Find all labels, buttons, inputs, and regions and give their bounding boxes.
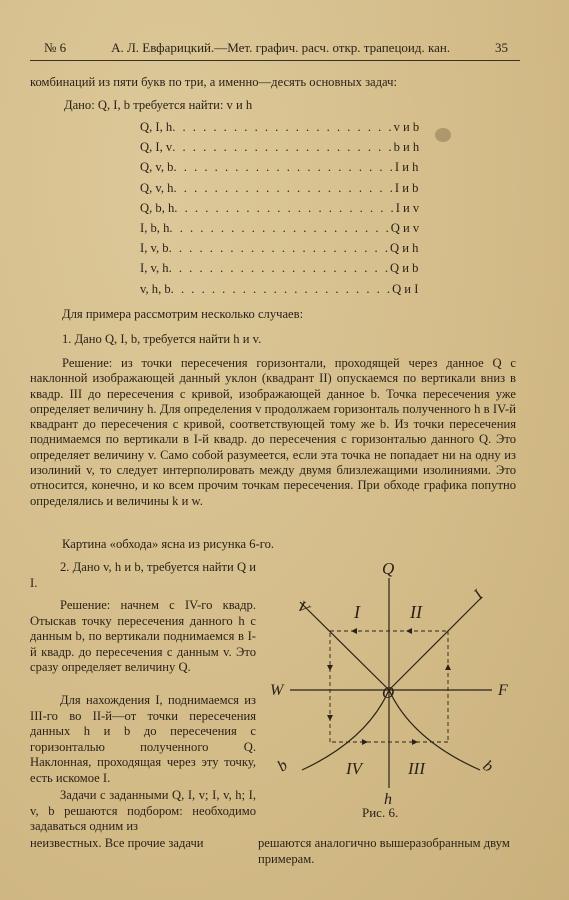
- task-find: v и b: [393, 120, 420, 134]
- dot-leader: . . . . . . . . . . . . . . . . . . . . . .: [173, 160, 395, 175]
- axis-label-left: W: [270, 682, 284, 699]
- task-row: [140, 238, 419, 258]
- solution-1-paragraph: Решение: из точки пересечения горизонтали, проходящей через данное Q с наклонной изображающей данный уклон (квадрант II) опускаемся по вертикали вниз в квадр. III до пересечения с кривой, изображающей данное b. Точка пересечения уже определяет величину h. Для определения v продолжаем горизонталь полученного h в IV-й квадрант до пересечения с кривой, соответствующей тому же b. Из точки пересечения поднимаемся по вертикали в I-й квадр. до пересечения с горизонталью данного Q. Это определяет величину v. Само собой разумеется, если эта точка не попадает ни на одну из изолиний v, то следует интерполировать между двумя близлежащими изолиниями. Это относится, конечно, и ко всем прочим точкам пересечения. При обходе графика попутно определялись и величины k и w.: [30, 356, 516, 508]
- task-find: b и h: [393, 140, 420, 155]
- arrow-down: [327, 665, 333, 671]
- task-row: [140, 178, 419, 198]
- find-I-paragraph: Для нахождения I, поднимаемся из III-го во II-й—от точки пересечения данных h и b до пересечения с горизонталью полученного Q. Наклонная, проходящая через эту точку, есть искомое I.: [30, 693, 256, 785]
- task-row: [140, 258, 419, 278]
- corner-label-bottom-left: b: [274, 756, 291, 776]
- running-title: А. Л. Евфарицкий.—Мет. графич. расч. откр. трапецоид. кан.: [111, 40, 451, 55]
- given-line: Дано: Q, I, b требуется найти: v и h: [64, 98, 253, 112]
- arrow-left: [351, 628, 357, 634]
- arrow-right: [362, 739, 368, 745]
- dot-leader: . . . . . . . . . . . . . . . . . . . . . .: [168, 241, 390, 256]
- task-find: Q и b: [389, 261, 419, 276]
- task-given: Q, v, b: [140, 160, 174, 175]
- dot-leader: . . . . . . . . . . . . . . . . . . . . . .: [173, 180, 395, 195]
- task-given: v, h, b: [140, 281, 171, 296]
- curve-III: [302, 690, 389, 770]
- task-row: [140, 218, 420, 238]
- task-given: I, b, h: [140, 220, 170, 235]
- task-given: I, v, b: [140, 241, 169, 256]
- issue-number: № 6: [44, 40, 67, 55]
- dot-leader: . . . . . . . . . . . . . . . . . . . . . .: [168, 261, 390, 276]
- dot-leader: . . . . . . . . . . . . . . . . . . . . . .: [170, 281, 393, 296]
- example-intro: Для примера рассмотрим несколько случаев:: [62, 307, 304, 321]
- tasks-paragraph-end-left: неизвестных. Все прочие задачи: [30, 836, 204, 850]
- page-number: 35: [494, 40, 508, 55]
- task-given: Q, I, h: [140, 120, 173, 134]
- task-find: Q и I: [392, 281, 419, 296]
- tasks-paragraph-end-right: решаются аналогично вышеразобранным двум примерам.: [258, 836, 510, 866]
- arrow-down-2: [327, 715, 333, 721]
- running-header: [44, 40, 508, 56]
- arrow-left-2: [406, 628, 412, 634]
- task-row: [140, 198, 420, 218]
- picture-line: Картина «обхода» ясна из рисунка 6-го.: [62, 537, 275, 551]
- task-given: Q, v, h: [140, 180, 174, 195]
- task-find: Q и h: [389, 241, 419, 256]
- arrow-right-2: [412, 739, 418, 745]
- task-given: Q, b, h: [140, 200, 175, 215]
- header-rule: [30, 60, 520, 61]
- figure-caption: Рис. 6.: [362, 805, 399, 820]
- arrow-up: [445, 664, 451, 670]
- quadrant-label-I: I: [354, 602, 360, 622]
- axis-label-right: F: [498, 682, 508, 699]
- task-given: I, v, h: [140, 261, 169, 276]
- quadrant-label-IV: IV: [346, 759, 363, 778]
- task-row: [140, 117, 420, 137]
- dot-leader: . . . . . . . . . . . . . . . . . . . . . .: [174, 200, 396, 215]
- task-row: [140, 137, 420, 157]
- dot-leader: . . . . . . . . . . . . . . . . . . . . . .: [172, 140, 394, 155]
- task-row: [140, 279, 419, 299]
- task-find: I и h: [394, 160, 419, 175]
- figure-6-graph: [262, 560, 522, 820]
- axis-label-bottom: h: [384, 791, 392, 808]
- task-list: [140, 117, 420, 299]
- page-stain: [435, 128, 451, 142]
- task-row: [140, 157, 419, 177]
- task-find: I и b: [394, 180, 419, 195]
- intro-line: комбинаций из пяти букв по три, а именно—десять основных задач:: [30, 75, 397, 89]
- case-2-heading: 2. Дано v, h и b, требуется найти Q и I.: [30, 560, 256, 590]
- task-find: I и v: [395, 200, 420, 215]
- corner-label-bottom-right: b: [479, 757, 497, 776]
- quadrant-label-III: III: [408, 759, 425, 778]
- slope-line-II: [300, 602, 389, 690]
- corner-label-top-left: V: [293, 598, 312, 618]
- dot-leader: . . . . . . . . . . . . . . . . . . . . . .: [172, 120, 394, 134]
- axis-label-top: Q: [382, 559, 395, 578]
- curve-IV: [389, 690, 480, 770]
- dot-leader: . . . . . . . . . . . . . . . . . . . . . .: [169, 220, 391, 235]
- corner-label-top-right: I: [470, 587, 487, 603]
- solution-2-paragraph: Решение: начнем с IV-го квадр. Отыскав точку пересечения данного h с данным b, по вертикали поднимаемся в I-й квадр. до пересечения с данным v. Это сразу определяет величину Q.: [30, 598, 256, 675]
- origin-label: O: [382, 683, 395, 702]
- task-given: Q, I, v: [140, 140, 173, 155]
- slope-line-I: [389, 597, 482, 690]
- quadrant-label-II: II: [410, 602, 422, 622]
- tasks-paragraph-start: Задачи с заданными Q, I, v; I, v, h; I, v, b решаются подбором: необходимо задаваться одним из: [30, 788, 256, 834]
- case-1-heading: 1. Дано Q, I, b, требуется найти h и v.: [62, 332, 262, 346]
- task-find: Q и v: [390, 220, 420, 235]
